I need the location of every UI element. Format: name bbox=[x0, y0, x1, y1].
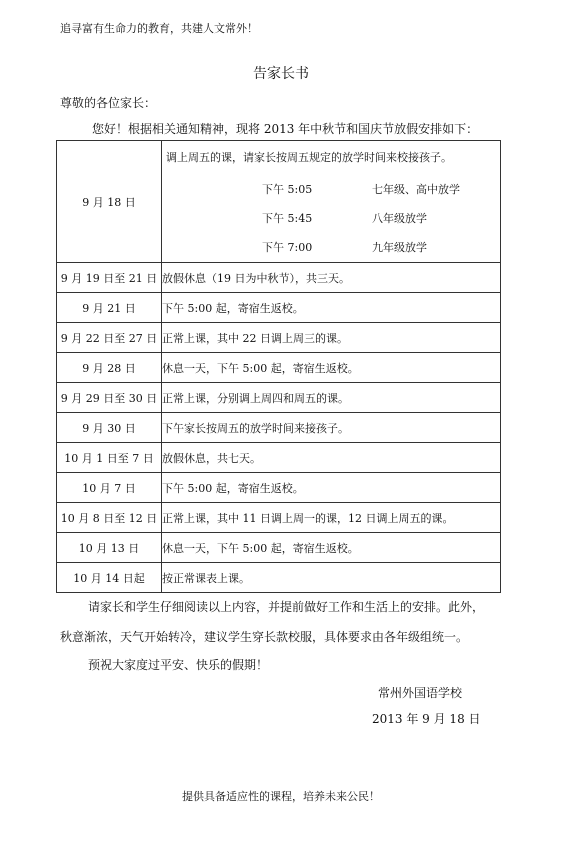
dismissal-time: 下午 5:45 bbox=[262, 212, 313, 225]
schedule-date: 9 月 28 日 bbox=[57, 353, 162, 383]
closing-paragraph-line: 秋意渐浓，天气开始转冷，建议学生穿长款校服，具体要求由各年级组统一。 bbox=[60, 630, 469, 644]
holiday-wishes: 预祝大家度过平安、快乐的假期！ bbox=[88, 658, 269, 672]
salutation: 尊敬的各位家长： bbox=[60, 96, 157, 110]
schedule-description: 休息一天，下午 5:00 起，寄宿生返校。 bbox=[162, 533, 501, 563]
schedule-date: 10 月 7 日 bbox=[57, 473, 162, 503]
table-row bbox=[57, 533, 501, 563]
signature-school: 常州外国语学校 bbox=[378, 686, 463, 700]
closing-paragraph-line: 请家长和学生仔细阅读以上内容，并提前做好工作和生活上的安排。此外， bbox=[88, 600, 485, 614]
dismissal-grade: 九年级放学 bbox=[372, 241, 427, 254]
letter-title: 告家长书 bbox=[253, 66, 309, 82]
schedule-date: 10 月 14 日起 bbox=[57, 563, 162, 593]
table-row bbox=[57, 473, 501, 503]
dismissal-time: 下午 5:05 bbox=[262, 183, 313, 196]
schedule-date: 9 月 22 日至 27 日 bbox=[57, 323, 162, 353]
dismissal-grade: 七年级、高中放学 bbox=[372, 183, 460, 196]
schedule-description: 下午 5:00 起，寄宿生返校。 bbox=[162, 473, 501, 503]
table-row bbox=[57, 503, 501, 533]
schedule-description: 正常上课，分别调上周四和周五的课。 bbox=[162, 383, 501, 413]
table-row bbox=[57, 293, 501, 323]
schedule-description: 放假休息（19 日为中秋节），共三天。 bbox=[162, 263, 501, 293]
page-footer-slogan: 提供具备适应性的课程，培养未来公民！ bbox=[182, 790, 380, 803]
intro-paragraph: 您好！根据相关通知精神，现将 2013 年中秋节和国庆节放假安排如下： bbox=[92, 122, 479, 136]
schedule-description: 正常上课，其中 22 日调上周三的课。 bbox=[162, 323, 501, 353]
schedule-description bbox=[162, 141, 501, 263]
dismissal-grade: 八年级放学 bbox=[372, 212, 427, 225]
table-row bbox=[57, 263, 501, 293]
dismissal-time-row bbox=[162, 233, 500, 262]
table-row bbox=[57, 413, 501, 443]
schedule-date: 10 月 13 日 bbox=[57, 533, 162, 563]
schedule-description: 放假休息，共七天。 bbox=[162, 443, 501, 473]
schedule-description: 下午 5:00 起，寄宿生返校。 bbox=[162, 293, 501, 323]
table-row bbox=[57, 443, 501, 473]
pickup-note: 调上周五的课，请家长按周五规定的放学时间来校接孩子。 bbox=[166, 151, 452, 164]
table-row bbox=[57, 141, 501, 263]
dismissal-time-row bbox=[162, 175, 500, 204]
schedule-date: 10 月 1 日至 7 日 bbox=[57, 443, 162, 473]
table-row bbox=[57, 383, 501, 413]
schedule-date: 9 月 29 日至 30 日 bbox=[57, 383, 162, 413]
schedule-date: 9 月 30 日 bbox=[57, 413, 162, 443]
dismissal-time-row bbox=[162, 204, 500, 233]
dismissal-time: 下午 7:00 bbox=[262, 241, 313, 254]
page-header-slogan: 追寻富有生命力的教育，共建人文常外！ bbox=[60, 22, 258, 35]
table-row bbox=[57, 353, 501, 383]
schedule-date: 9 月 21 日 bbox=[57, 293, 162, 323]
signature-date: 2013 年 9 月 18 日 bbox=[372, 712, 481, 726]
schedule-description: 休息一天，下午 5:00 起，寄宿生返校。 bbox=[162, 353, 501, 383]
schedule-date: 10 月 8 日至 12 日 bbox=[57, 503, 162, 533]
table-row bbox=[57, 323, 501, 353]
schedule-date: 9 月 18 日 bbox=[57, 141, 162, 263]
holiday-schedule-table bbox=[56, 140, 501, 593]
schedule-description: 按正常课表上课。 bbox=[162, 563, 501, 593]
table-row bbox=[57, 563, 501, 593]
schedule-description: 正常上课，其中 11 日调上周一的课，12 日调上周五的课。 bbox=[162, 503, 501, 533]
schedule-description: 下午家长按周五的放学时间来接孩子。 bbox=[162, 413, 501, 443]
schedule-date: 9 月 19 日至 21 日 bbox=[57, 263, 162, 293]
